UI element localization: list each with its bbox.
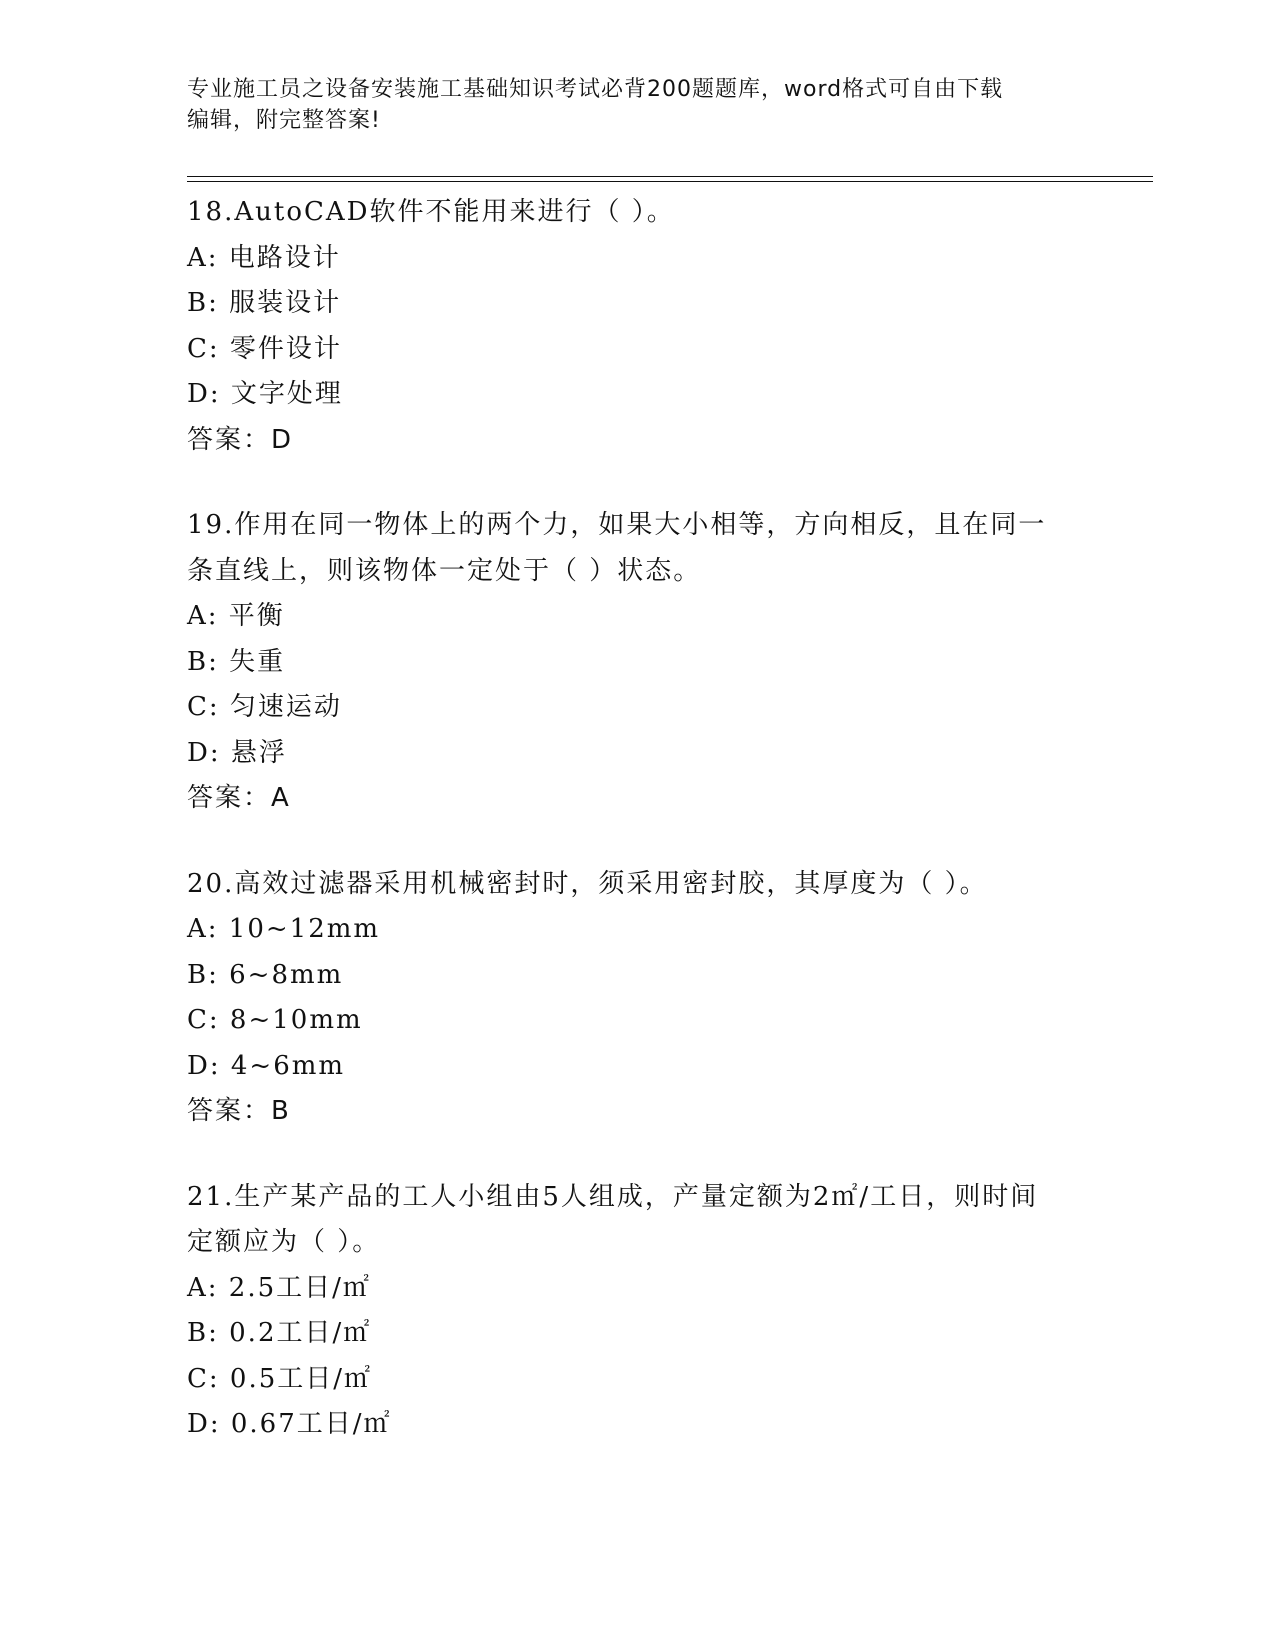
header-rule-bottom xyxy=(187,181,1153,182)
question-19 xyxy=(187,503,1087,822)
answer-line: 答案：A xyxy=(187,783,291,813)
question-stem-continued: 条直线上，则该物体一定处于（ ）状态。 xyxy=(187,555,702,586)
option-d: D: 4~6mm xyxy=(187,1050,346,1081)
option-b: B: 0.2工日/㎡ xyxy=(187,1318,372,1348)
option-c: C: 8~10mm xyxy=(187,1005,363,1035)
header-rule-top xyxy=(187,176,1153,177)
question-stem: 21.生产某产品的工人小组由5人组成，产量定额为2㎡/工日，则时间 xyxy=(187,1181,1039,1212)
header-line-2: 编辑，附完整答案! xyxy=(187,108,381,133)
option-a: A: 平衡 xyxy=(187,601,285,631)
question-20 xyxy=(187,862,1087,1135)
option-c: C: 匀速运动 xyxy=(187,692,342,722)
option-c: C: 零件设计 xyxy=(187,333,342,364)
option-d: D: 0.67工日/㎡ xyxy=(187,1409,392,1439)
option-b: B: 服装设计 xyxy=(187,288,342,318)
option-a: A: 10~12mm xyxy=(187,914,381,944)
question-stem: 20.高效过滤器采用机械密封时，须采用密封胶，其厚度为（ ）。 xyxy=(187,868,988,899)
option-c: C: 0.5工日/㎡ xyxy=(187,1363,373,1394)
answer-line: 答案：B xyxy=(187,1096,291,1126)
question-stem: 19.作用在同一物体上的两个力，如果大小相等，方向相反，且在同一 xyxy=(187,510,1047,540)
option-d: D: 文字处理 xyxy=(187,379,343,409)
document-header xyxy=(187,74,1087,136)
question-18 xyxy=(187,190,1087,463)
question-21 xyxy=(187,1175,1087,1448)
question-stem: 18.AutoCAD软件不能用来进行（ ）。 xyxy=(187,197,675,227)
option-b: B: 失重 xyxy=(187,646,286,677)
question-list xyxy=(187,190,1087,1488)
option-a: A: 2.5工日/㎡ xyxy=(187,1272,371,1303)
option-d: D: 悬浮 xyxy=(187,737,287,768)
option-a: A: 电路设计 xyxy=(187,242,341,273)
question-stem-continued: 定额应为（ ）。 xyxy=(187,1227,381,1257)
header-line-1: 专业施工员之设备安装施工基础知识考试必背200题题库，word格式可自由下载 xyxy=(187,77,1004,102)
answer-line: 答案：D xyxy=(187,424,294,455)
option-b: B: 6~8mm xyxy=(187,959,344,990)
